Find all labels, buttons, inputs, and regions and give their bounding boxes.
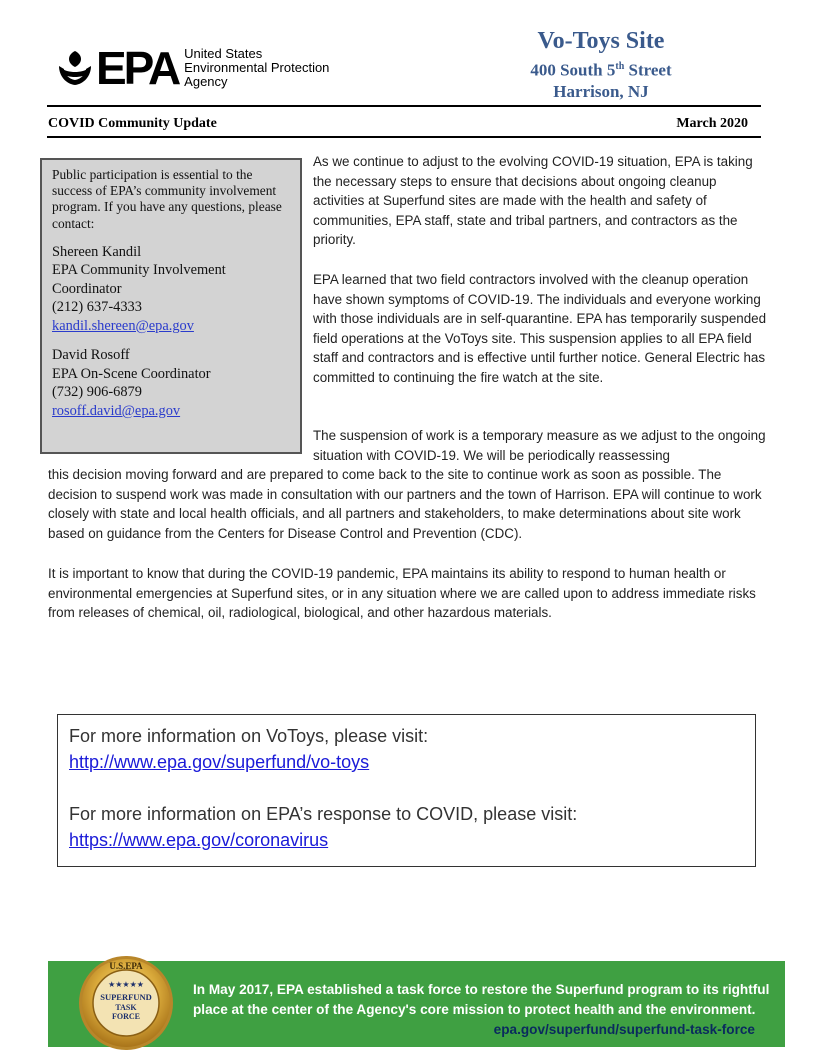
contact-name: David Rosoff [52, 347, 130, 364]
agency-line: Agency [184, 74, 228, 89]
body-paragraph-4: It is important to know that during the COVID-19 pandemic, EPA maintains its ability to respond to human health or environmental emergencies at Superfund sites, or in any situation where we are called upon to address immediate risks from releases of chemical, oil, radiological, biological, and other hazardous materials. [48, 566, 756, 620]
update-row [48, 116, 748, 132]
header-rule-top [47, 105, 761, 107]
coronavirus-link[interactable]: https://www.epa.gov/coronavirus [69, 830, 329, 850]
info-line-covid: For more information on EPA’s response to COVID, please visit: [69, 804, 578, 824]
contact-title: EPA Community Involvement Coordinator [52, 262, 226, 297]
agency-line: Environmental Protection [184, 60, 330, 75]
body-paragraph-3-start: The suspension of work is a temporary measure as we adjust to the ongoing situation with COVID-19. We will be periodically reassessing [313, 428, 766, 463]
update-date: March 2020 [676, 116, 748, 131]
contact-intro: Public participation is essential to the success of EPA’s community involvement program. If you have any questions, please contact: [52, 167, 282, 231]
contact-email-link[interactable]: rosoff.david@epa.gov [52, 402, 181, 419]
site-header [470, 26, 732, 102]
address-prefix: 400 South 5 [530, 60, 616, 80]
update-label: COVID Community Update [48, 116, 217, 131]
address-suffix: Street [624, 60, 672, 80]
contact-rosoff [52, 346, 290, 420]
address-sup: th [615, 61, 625, 72]
agency-name [184, 47, 329, 89]
contact-phone: (732) 906-6879 [52, 384, 142, 401]
banner-text: In May 2017, EPA established a task force to restore the Superfund program to its rightful place at the center of the Agency's core mission to protect health and the environment. [193, 982, 770, 1017]
seal-stars: ★★★★★ [108, 980, 144, 989]
seal-line-1: SUPERFUND [100, 992, 152, 1002]
seal-line-2: TASK [115, 1003, 137, 1012]
body-paragraph-3-continued: this decision moving forward and are prepared to come back to the site to continue work as soon as possible. The decision to suspend work was made in consultation with our partners and the town of Harrison. EPA will continue to work closely with state and local health officials, and all partners and stakeholders, to make determinations about site work based on guidance from the Centers for Disease Control and Prevention (CDC). [48, 467, 762, 541]
contact-title: EPA On-Scene Coordinator [52, 365, 211, 382]
votoys-link[interactable]: http://www.epa.gov/superfund/vo-toys [69, 752, 370, 772]
seal-top-text: U.S.EPA [109, 961, 143, 971]
site-city: Harrison, NJ [553, 81, 649, 101]
contact-phone: (212) 637-4333 [52, 299, 142, 316]
contact-email-link[interactable]: kandil.shereen@epa.gov [52, 317, 194, 334]
epa-logo [57, 42, 330, 94]
info-spacer [69, 775, 744, 801]
more-info-box [57, 714, 756, 867]
seal-line-3: FORCE [112, 1012, 140, 1021]
task-force-link[interactable]: epa.gov/superfund/superfund-task-force [493, 1022, 755, 1037]
superfund-task-force-seal-icon [78, 953, 174, 1053]
epa-flower-icon [57, 49, 93, 87]
site-address [470, 56, 732, 81]
task-force-banner [48, 961, 785, 1047]
agency-line: United States [184, 46, 263, 61]
body-paragraph-1: As we continue to adjust to the evolving COVID-19 situation, EPA is taking the necessary steps to ensure that decisions about ongoing cleanup activities at Superfund sites are made with the health and safety of communities, EPA staff, state and tribal partners, and contractors as the priority. [313, 154, 753, 247]
contact-box [40, 158, 302, 454]
site-title: Vo-Toys Site [537, 28, 665, 54]
info-line-votoys: For more information on VoToys, please visit: [69, 726, 429, 746]
header-rule-bottom [47, 136, 761, 138]
body-paragraph-2: EPA learned that two field contractors involved with the cleanup operation have shown symptoms of COVID-19. The individuals and everyone working with those individuals are in self-quarantine. EPA has temporarily suspended field operations at the VoToys site. This suspension applies to all EPA field staff and contractors and is effective until further notice. General Electric has committed to continuing the fire watch at the site. [313, 272, 767, 385]
contact-kandil [52, 243, 290, 336]
contact-name: Shereen Kandil [52, 243, 142, 260]
logo-word: EPA [96, 42, 179, 94]
